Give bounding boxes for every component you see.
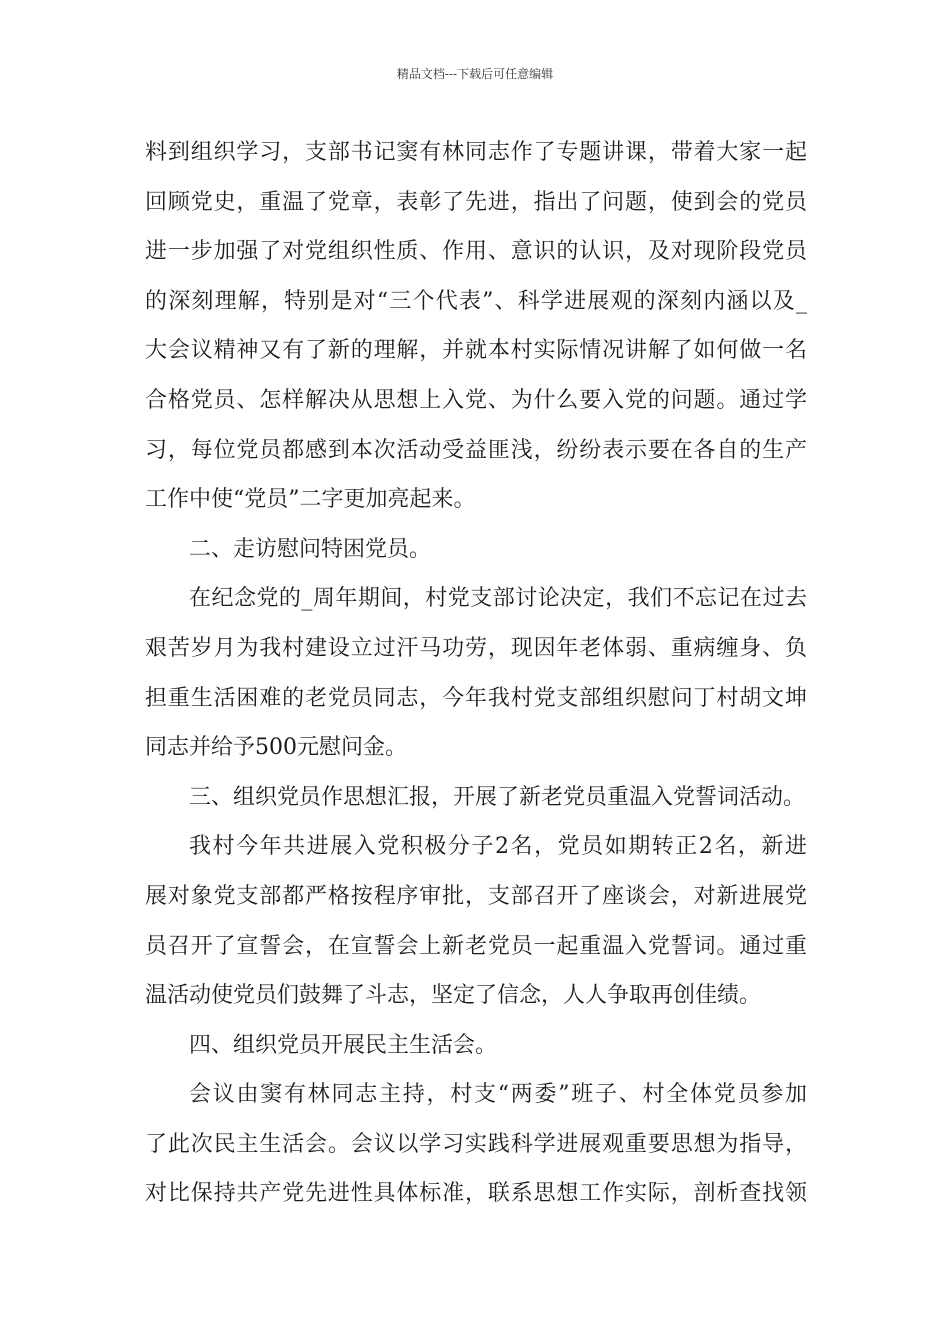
text-line: 料到组织学习，支部书记窦有林同志作了专题讲课，带着大家一起 [145, 140, 807, 165]
text-line: 工作中使“党员”二字更加亮起来。 [145, 487, 476, 513]
text-line: 展对象党支部都严格按程序审批，支部召开了座谈会，对新进展党 [145, 883, 807, 909]
text-line: 二、走访慰问特困党员。 [189, 536, 432, 562]
text-line: 进一步加强了对党组织性质、作用、意识的认识，及对现阶段党员 [145, 239, 807, 265]
text-line: 担重生活困难的老党员同志，今年我村党支部组织慰问丁村胡文坤 [145, 685, 807, 711]
text-line: 大会议精神又有了新的理解，并就本村实际情况讲解了如何做一名 [145, 338, 807, 364]
text-line: 我村今年共进展入党积极分子2名，党员如期转正2名，新进 [189, 834, 807, 860]
text-line: 艰苦岁月为我村建设立过汗马功劳，现因年老体弱、重病缠身、负 [145, 635, 807, 661]
text-line: 四、组织党员开展民主生活会。 [189, 1032, 498, 1058]
page-header: 精品文档---下载后可任意编辑 [396, 67, 554, 81]
text-line: 习，每位党员都感到本次活动受益匪浅，纷纷表示要在各自的生产 [145, 437, 807, 463]
text-line: 的深刻理解，特别是对“三个代表”、科学进展观的深刻内涵以及_ [145, 288, 807, 314]
text-line: 回顾党史，重温了党章，表彰了先进，指出了问题，使到会的党员 [145, 189, 807, 215]
text-line: 三、组织党员作思想汇报，开展了新老党员重温入党誓词活动。 [189, 784, 806, 810]
text-line: 在纪念党的_周年期间，村党支部讨论决定，我们不忘记在过去 [189, 586, 807, 612]
text-line: 对比保持共产党先进性具体标准，联系思想工作实际，剖析查找领 [145, 1181, 807, 1207]
text-line: 合格党员、怎样解决从思想上入党、为什么要入党的问题。通过学 [145, 387, 807, 413]
text-line: 会议由窦有林同志主持，村支“两委”班子、村全体党员参加 [189, 1082, 807, 1108]
text-line: 员召开了宣誓会，在宣誓会上新老党员一起重温入党誓词。通过重 [145, 933, 807, 959]
document-body [145, 128, 807, 1219]
text-line: 温活动使党员们鼓舞了斗志，坚定了信念，人人争取再创佳绩。 [145, 983, 762, 1009]
text-line: 了此次民主生活会。会议以学习实践科学进展观重要思想为指导， [145, 1131, 807, 1157]
text-line: 同志并给予500元慰问金。 [145, 735, 407, 761]
